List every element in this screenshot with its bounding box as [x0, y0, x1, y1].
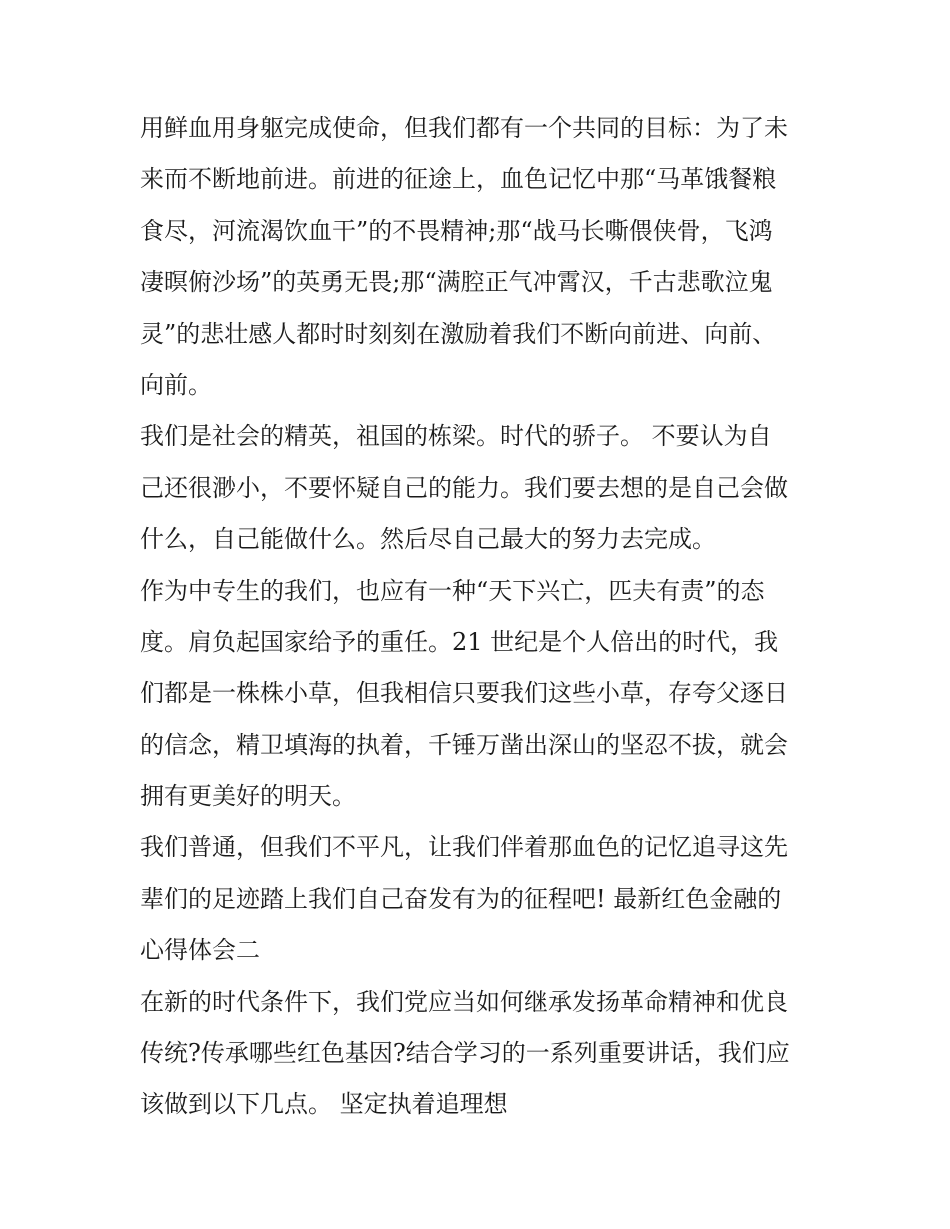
text-line: 心得体会二 — [140, 936, 260, 965]
body-text — [140, 103, 820, 1131]
text-line: 凄暝俯沙场”的英勇无畏;那“满腔正气冲霄汉，千古悲歌泣鬼 — [140, 268, 773, 297]
text-line: 在新的时代条件下，我们党应当如何继承发扬革命精神和优良 — [140, 987, 788, 1016]
text-line: 向前。 — [140, 370, 212, 399]
text-line: 传统?传承哪些红色基因?结合学习的一系列重要讲话，我们应 — [140, 1039, 790, 1068]
text-line: 食尽，河流渴饮血干”的不畏精神;那“战马长嘶偎侠骨，飞鸿 — [140, 216, 773, 245]
text-line: 用鲜血用身躯完成使命，但我们都有一个共同的目标：为了未 — [140, 114, 788, 142]
text-line: 的信念，精卫填海的执着，千锤万凿出深山的坚忍不拔，就会 — [140, 730, 788, 759]
text-line: 来而不断地前进。前进的征途上，血色记忆中那“马革饿餐粮 — [140, 165, 777, 194]
text-line: 们都是一株株小草，但我相信只要我们这些小草，存夸父逐日 — [140, 679, 788, 708]
text-line: 我们普通，但我们不平凡，让我们伴着那血色的记忆追寻这先 — [140, 833, 788, 862]
text-line: 该做到以下几点。 坚定执着追理想 — [140, 1090, 508, 1119]
text-line: 灵”的悲壮感人都时时刻刻在激励着我们不断向前进、向前、 — [140, 319, 777, 348]
text-line: 拥有更美好的明天。 — [140, 782, 356, 811]
text-line: 什么，自己能做什么。然后尽自己最大的努力去完成。 — [140, 525, 716, 554]
text-line: 度。肩负起国家给予的重任。21 世纪是个人倍出的时代，我 — [140, 627, 779, 656]
text-line: 我们是社会的精英，祖国的栋梁。时代的骄子。 不要认为自 — [140, 422, 772, 451]
text-line: 作为中专生的我们，也应有一种“天下兴亡，匹夫有责”的态 — [140, 576, 765, 605]
text-line: 辈们的足迹踏上我们自己奋发有为的征程吧! 最新红色金融的 — [140, 884, 782, 913]
text-line: 己还很渺小，不要怀疑自己的能力。我们要去想的是自己会做 — [140, 473, 788, 502]
